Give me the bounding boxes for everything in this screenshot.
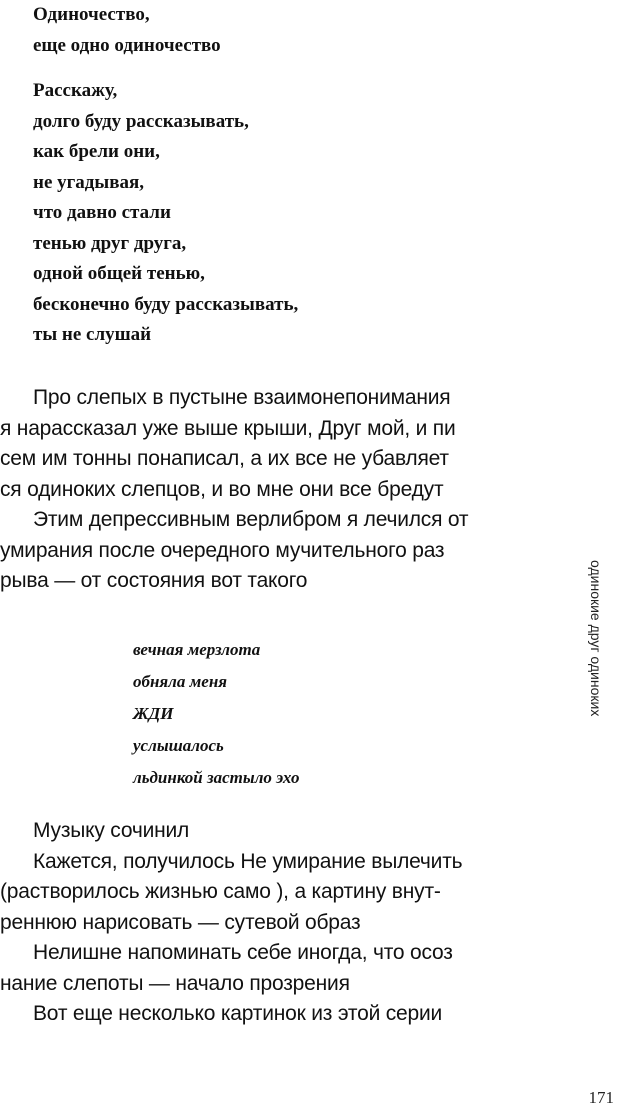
haiku-line: обняла меня [133, 672, 228, 691]
poem-line: одной общей тенью, [33, 263, 205, 284]
poem-line: как брели они, [33, 141, 160, 162]
prose-line: Музыку сочинил [33, 819, 190, 842]
haiku-line: ЖДИ [133, 704, 174, 723]
prose-line: я нарассказал уже выше крыши, Друг мой, и пи [0, 416, 456, 440]
prose-line: умирания после очередного мучительного раз [0, 538, 445, 562]
running-head: одинокие друг одиноких [588, 560, 604, 717]
prose-line: (растворилось жизнью само ), а картину внут- [0, 880, 441, 903]
prose-line: рыва — от состояния вот такого [0, 569, 308, 592]
prose-line: Про слепых в пустыне взаимонепонимания [33, 386, 451, 409]
poem-line: что давно стали [33, 202, 171, 223]
prose-paragraph-2 [0, 816, 462, 1030]
poem-line: еще одно одиночество [33, 34, 221, 56]
page-number: 171 [588, 1088, 614, 1107]
prose-line: Нелишне напоминать себе иногда, что осоз [33, 941, 453, 964]
prose-line: Этим депрессивным верлибром я лечился от [33, 508, 469, 531]
poem-line: ты не слушай [33, 324, 152, 345]
prose-line: реннюю нарисовать — сутевой образ [0, 910, 361, 934]
haiku-line: услышалось [133, 736, 224, 755]
haiku-block [133, 634, 299, 794]
haiku-line: вечная мерзлота [133, 640, 261, 659]
prose-line: нание слепоты — начало прозрения [0, 971, 350, 995]
poem-line: не угадывая, [33, 171, 144, 193]
poem-line: долго буду рассказывать, [33, 110, 249, 132]
prose-line: Вот еще несколько картинок из этой серии [33, 1002, 443, 1025]
poem-line: тенью друг друга, [33, 232, 187, 254]
poem-line: Одиночество, [33, 4, 150, 25]
poem-block [33, 0, 298, 351]
stanza-gap [33, 61, 298, 76]
prose-paragraph-1 [0, 383, 468, 597]
prose-line: ся одиноких слепцов, и во мне они все бредут [0, 477, 444, 501]
prose-line: Кажется, получилось Не умирание вылечить [33, 849, 463, 873]
poem-line: Расскажу, [33, 80, 118, 101]
poem-line: бесконечно буду рассказывать, [33, 293, 299, 315]
haiku-line: льдинкой застыло эхо [133, 768, 300, 787]
prose-line: сем им тонны понаписал, а их все не убавляет [0, 447, 449, 470]
